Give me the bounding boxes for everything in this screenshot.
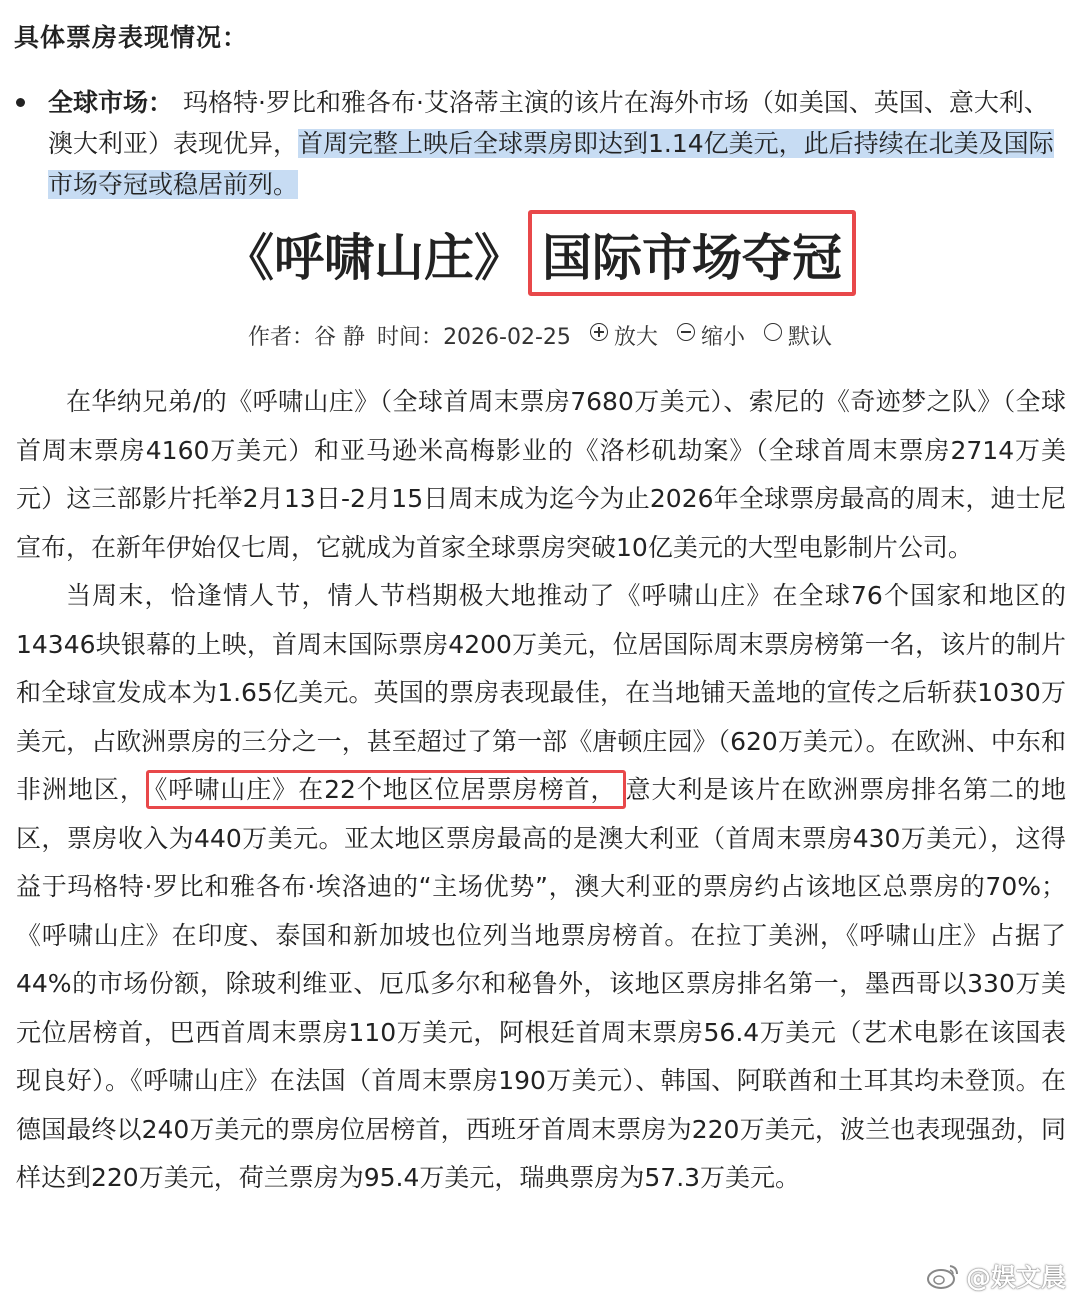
boxed-highlight: 《呼啸山庄》在22个地区位居票房榜首， <box>146 770 626 809</box>
paragraph-1: 在华纳兄弟/的《呼啸山庄》（全球首周末票房7680万美元）、索尼的《奇迹梦之队》（全球首周末票房4160万美元）和亚马逊米高梅影业的《洛杉矶劫案》（全球首周末票房2714万美元）这三部影片托举2月13日-2月15日周末成为迄今为止2026年全球票房最高的周末，迪士尼宣布，在新年伊始仅七周，它就成为首家全球票房突破10亿美元的大型电影制片公司。 <box>16 387 1066 562</box>
zoom-out-button[interactable] <box>677 325 745 350</box>
zoom-out-label: 缩小 <box>700 325 745 350</box>
article-meta <box>0 320 1080 351</box>
zoom-in-button[interactable] <box>590 325 658 350</box>
weibo-watermark <box>926 1258 1066 1294</box>
default-size-button[interactable] <box>764 325 832 350</box>
bullet-plain-text: 玛格特·罗比和雅各布·艾洛蒂主演的该片在海外市场（如美国、英国、意大利、澳大利亚）表现优异， <box>48 88 1049 158</box>
article-body <box>16 378 1066 1203</box>
article-headline <box>0 210 1080 296</box>
section-heading: 具体票房表现情况： <box>14 23 249 52</box>
author-label: 作者： <box>248 325 315 350</box>
publish-date: 2026-02-25 <box>443 325 571 350</box>
default-size-label: 默认 <box>787 325 832 350</box>
time-label: 时间： <box>377 325 444 350</box>
bullet-dot-icon <box>16 98 25 107</box>
highlighted-text: 首周完整上映后全球票房即达到1.14亿美元，此后持续在北美及国际市场夺冠或稳居前列。 <box>48 129 1054 199</box>
zoom-in-label: 放大 <box>613 325 658 350</box>
radio-icon <box>764 323 782 341</box>
zoom-out-icon <box>677 323 695 341</box>
paragraph-2-rest: 意大利是该片在欧洲票房排名第二的地区，票房收入为440万美元。亚太地区票房最高的是澳大利亚（首周末票房430万美元），这得益于玛格特·罗比和雅各布·埃洛迪的“主场优势”，澳大利亚的票房约占该地区总票房的70%；《呼啸山庄》在印度、泰国和新加坡也位列当地票房榜首。在拉丁美洲，《呼啸山庄》占据了44%的市场份额，除玻利维亚、厄瓜多尔和秘鲁外，该地区票房排名第一，墨西哥以330万美元位居榜首，巴西首周末票房110万美元，阿根廷首周末票房56.4万美元（艺术电影在该国表现良好）。《呼啸山庄》在法国（首周末票房190万美元）、韩国、阿联酋和土耳其均未登顶。在德国最终以240万美元的票房位居榜首，西班牙首周末票房为220万美元，波兰也表现强劲，同样达到220万美元，荷兰票房为95.4万美元，瑞典票房为57.3万美元。 <box>16 775 1066 1192</box>
headline-title: 《呼啸山庄》 <box>224 229 524 287</box>
paragraph-2 <box>16 572 1066 1203</box>
weibo-logo-icon <box>926 1262 960 1290</box>
watermark-text: @娱文晨 <box>965 1263 1066 1292</box>
bullet-label: 全球市场： <box>48 88 174 117</box>
bullet-item <box>14 82 1066 205</box>
headline-boxed: 国际市场夺冠 <box>528 210 856 296</box>
bullet-text <box>48 82 1066 205</box>
author-name: 谷 静 <box>314 325 366 350</box>
zoom-in-icon <box>590 323 608 341</box>
paragraph-2-start: 当周末，恰逢情人节，情人节档期极大地推动了《呼啸山庄》在全球76个国家和地区的14346块银幕的上映，首周末国际票房4200万美元，位居国际周末票房榜第一名，该片的制片和全球宣发成本为1.65亿美元。英国的票房表现最佳，在当地铺天盖地的宣传之后斩获1030万美元，占欧洲票房的三分之一，甚至超过了第一部《唐顿庄园》（620万美元）。在欧洲、中东和非洲地区， <box>16 581 1066 804</box>
